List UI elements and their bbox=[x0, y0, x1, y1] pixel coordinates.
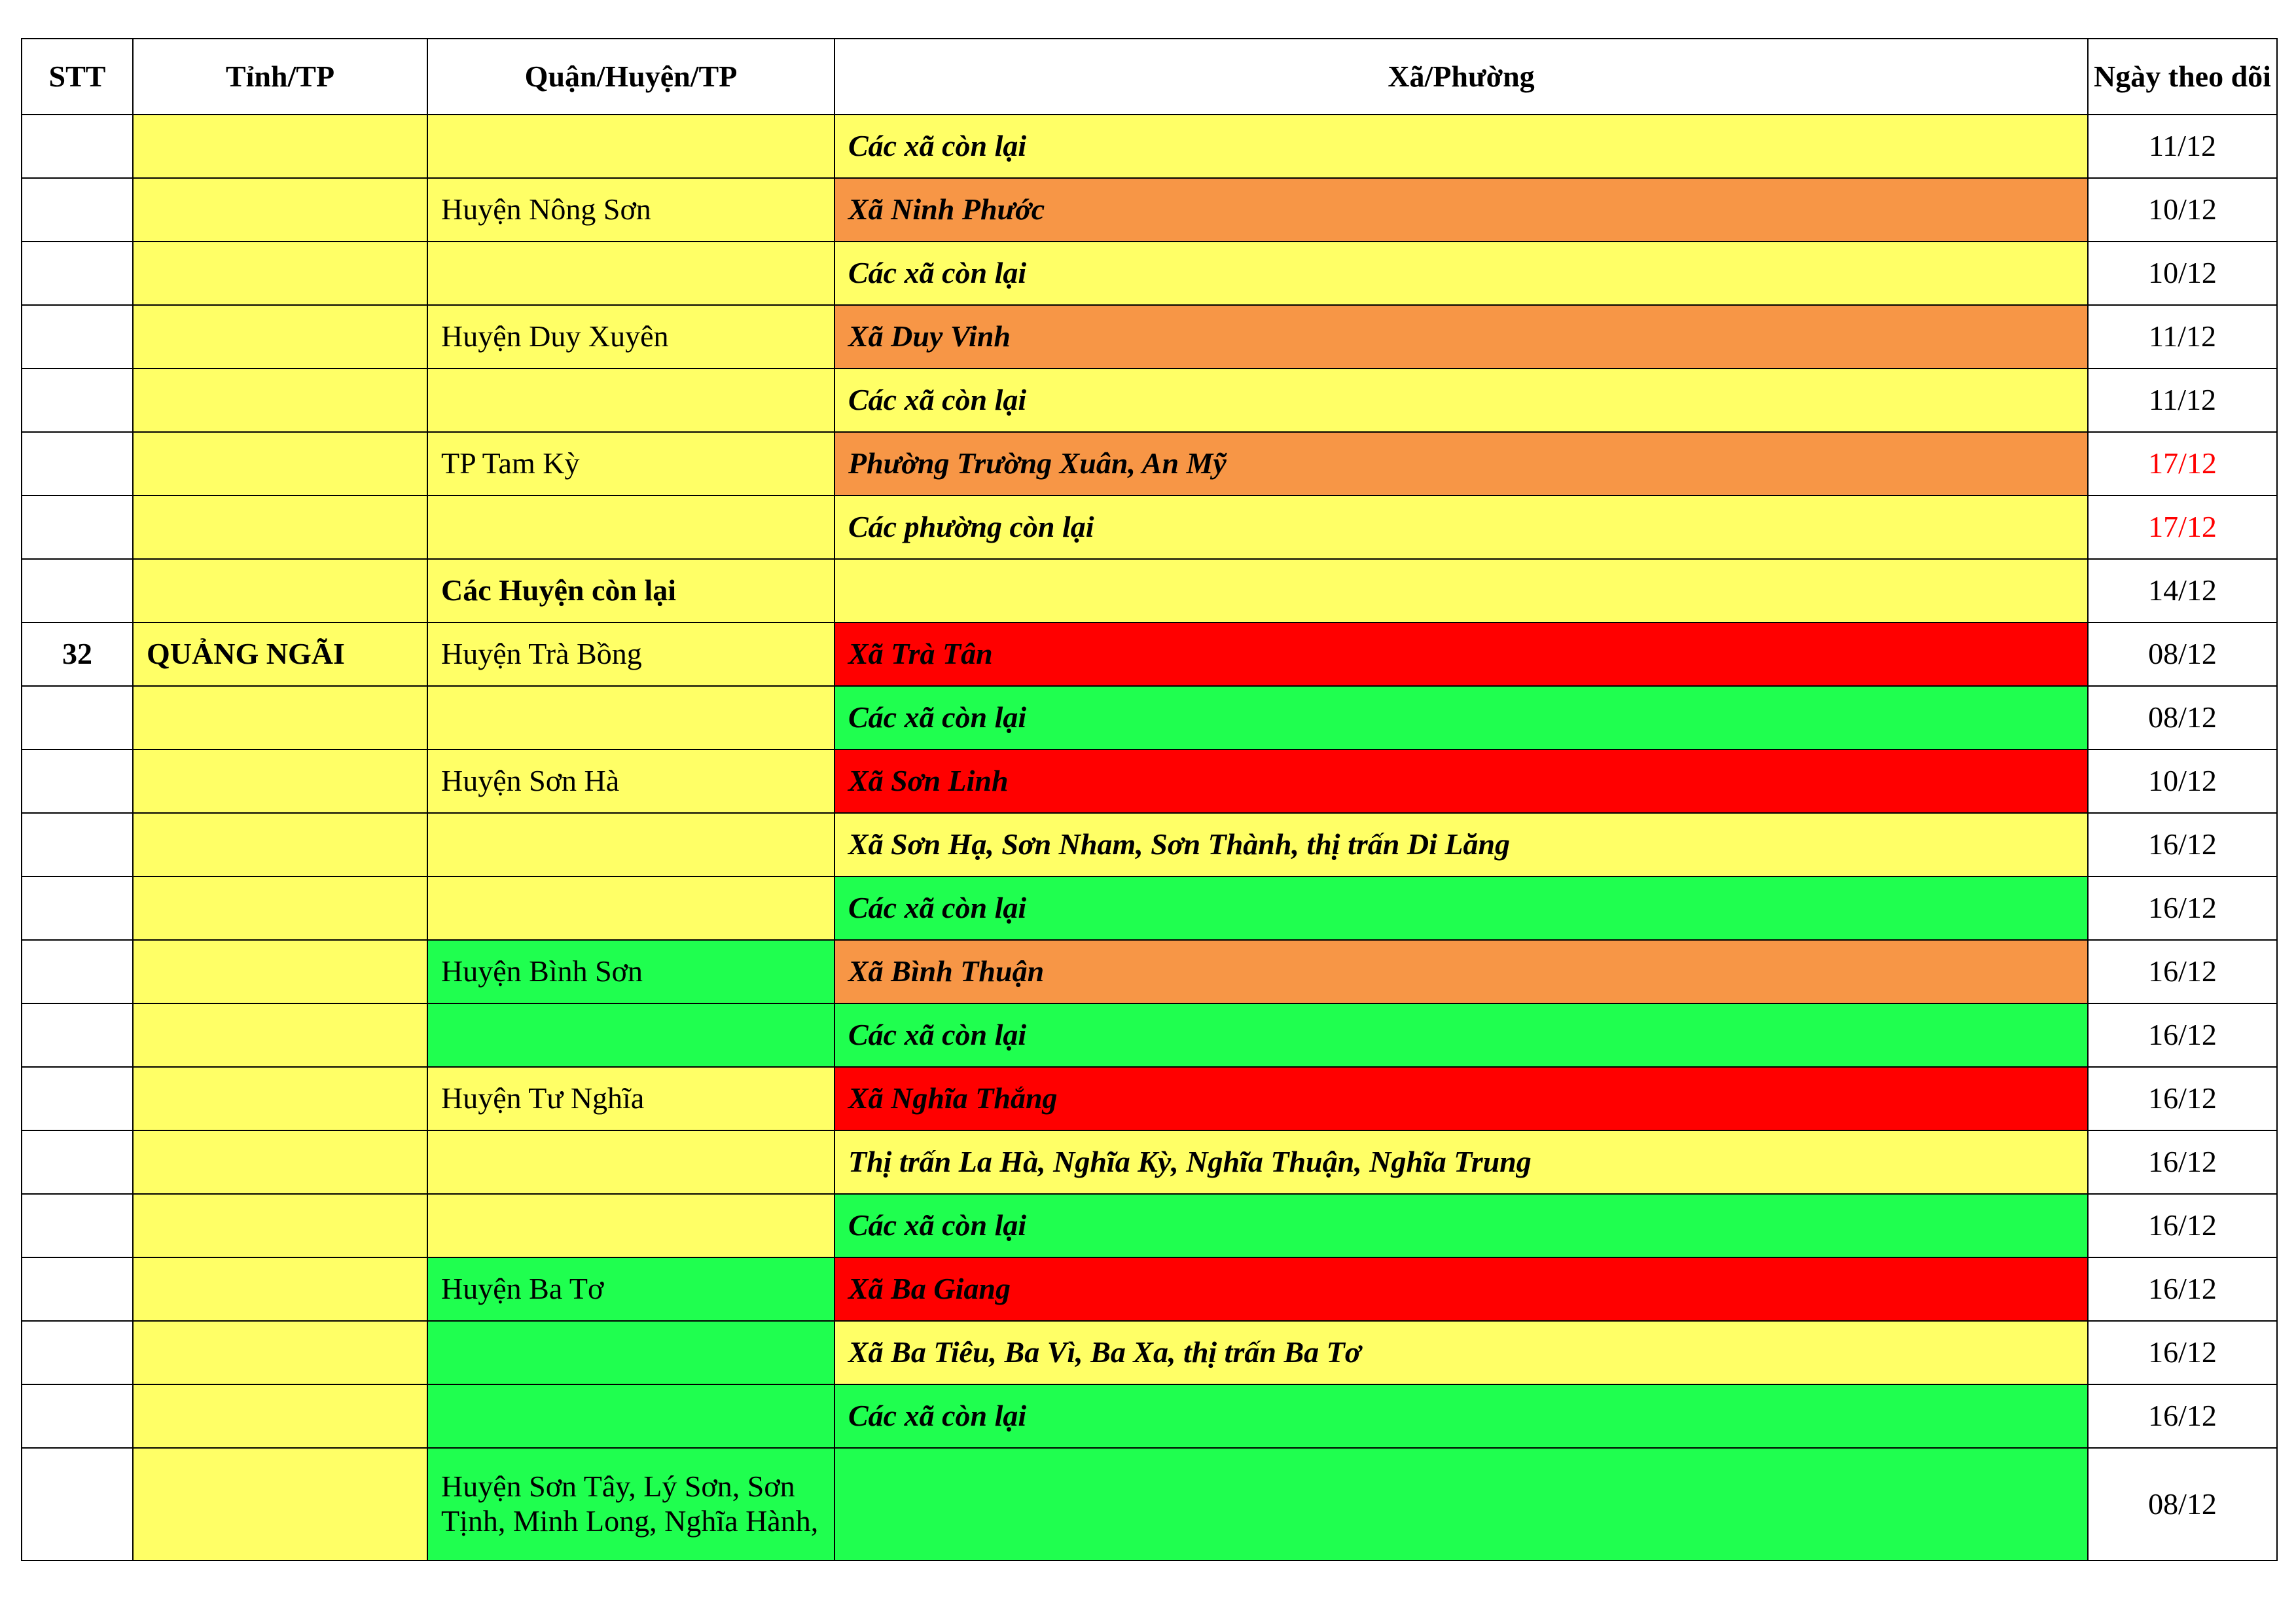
date-cell: 16/12 bbox=[2088, 813, 2277, 876]
ward-cell: Xã Nghĩa Thắng bbox=[834, 1067, 2088, 1130]
district-cell: Huyện Sơn Hà bbox=[427, 749, 834, 813]
date-cell: 17/12 bbox=[2088, 432, 2277, 496]
table-row bbox=[22, 369, 2277, 432]
stt-cell bbox=[22, 940, 133, 1003]
province-cell bbox=[133, 559, 427, 623]
ward-cell: Thị trấn La Hà, Nghĩa Kỳ, Nghĩa Thuận, Nghĩa Trung bbox=[834, 1130, 2088, 1194]
province-cell bbox=[133, 496, 427, 559]
district-cell bbox=[427, 115, 834, 178]
table-row bbox=[22, 115, 2277, 178]
table-row bbox=[22, 1384, 2277, 1448]
table-row bbox=[22, 1257, 2277, 1321]
province-cell bbox=[133, 1067, 427, 1130]
stt-cell bbox=[22, 1448, 133, 1561]
district-cell: Huyện Bình Sơn bbox=[427, 940, 834, 1003]
date-cell: 16/12 bbox=[2088, 1257, 2277, 1321]
district-cell: Huyện Nông Sơn bbox=[427, 178, 834, 242]
stt-cell bbox=[22, 1003, 133, 1067]
ward-cell: Xã Bình Thuận bbox=[834, 940, 2088, 1003]
province-cell bbox=[133, 1448, 427, 1561]
table-row bbox=[22, 242, 2277, 305]
table-row bbox=[22, 1321, 2277, 1384]
stt-cell bbox=[22, 1067, 133, 1130]
stt-cell: 32 bbox=[22, 623, 133, 686]
ward-cell: Phường Trường Xuân, An Mỹ bbox=[834, 432, 2088, 496]
stt-cell bbox=[22, 432, 133, 496]
date-cell: 16/12 bbox=[2088, 1130, 2277, 1194]
header-district: Quận/Huyện/TP bbox=[427, 39, 834, 115]
date-cell: 14/12 bbox=[2088, 559, 2277, 623]
province-cell bbox=[133, 1384, 427, 1448]
header-row bbox=[22, 39, 2277, 115]
ward-cell: Các xã còn lại bbox=[834, 1003, 2088, 1067]
table-row bbox=[22, 559, 2277, 623]
date-cell: 11/12 bbox=[2088, 369, 2277, 432]
stt-cell bbox=[22, 1194, 133, 1257]
date-cell: 16/12 bbox=[2088, 1194, 2277, 1257]
district-cell bbox=[427, 1321, 834, 1384]
date-cell: 11/12 bbox=[2088, 305, 2277, 369]
district-cell bbox=[427, 242, 834, 305]
province-cell bbox=[133, 178, 427, 242]
table-row bbox=[22, 876, 2277, 940]
province-cell bbox=[133, 1194, 427, 1257]
ward-cell bbox=[834, 559, 2088, 623]
stt-cell bbox=[22, 686, 133, 749]
district-cell bbox=[427, 813, 834, 876]
province-cell bbox=[133, 242, 427, 305]
date-cell: 10/12 bbox=[2088, 749, 2277, 813]
district-cell: Huyện Ba Tơ bbox=[427, 1257, 834, 1321]
stt-cell bbox=[22, 178, 133, 242]
table-row bbox=[22, 432, 2277, 496]
date-cell: 11/12 bbox=[2088, 115, 2277, 178]
ward-cell: Các xã còn lại bbox=[834, 876, 2088, 940]
stt-cell bbox=[22, 876, 133, 940]
province-cell bbox=[133, 1257, 427, 1321]
district-cell bbox=[427, 1003, 834, 1067]
table-row bbox=[22, 496, 2277, 559]
table-row bbox=[22, 305, 2277, 369]
ward-cell: Các xã còn lại bbox=[834, 115, 2088, 178]
date-cell: 16/12 bbox=[2088, 1321, 2277, 1384]
date-cell: 16/12 bbox=[2088, 1384, 2277, 1448]
district-cell: Các Huyện còn lại bbox=[427, 559, 834, 623]
ward-cell: Xã Ba Giang bbox=[834, 1257, 2088, 1321]
ward-cell: Các phường còn lại bbox=[834, 496, 2088, 559]
stt-cell bbox=[22, 559, 133, 623]
header-province: Tỉnh/TP bbox=[133, 39, 427, 115]
district-cell: TP Tam Kỳ bbox=[427, 432, 834, 496]
table-row bbox=[22, 1130, 2277, 1194]
date-cell: 16/12 bbox=[2088, 1067, 2277, 1130]
header-stt: STT bbox=[22, 39, 133, 115]
date-cell: 10/12 bbox=[2088, 178, 2277, 242]
table-row bbox=[22, 1194, 2277, 1257]
ward-cell: Xã Ba Tiêu, Ba Vì, Ba Xa, thị trấn Ba Tơ bbox=[834, 1321, 2088, 1384]
header-date: Ngày theo dõi bbox=[2088, 39, 2277, 115]
date-cell: 10/12 bbox=[2088, 242, 2277, 305]
table-row bbox=[22, 749, 2277, 813]
stt-cell bbox=[22, 496, 133, 559]
date-cell: 08/12 bbox=[2088, 1448, 2277, 1561]
date-cell: 16/12 bbox=[2088, 876, 2277, 940]
province-cell bbox=[133, 305, 427, 369]
date-cell: 17/12 bbox=[2088, 496, 2277, 559]
district-cell bbox=[427, 1384, 834, 1448]
ward-cell: Các xã còn lại bbox=[834, 1194, 2088, 1257]
ward-cell: Xã Ninh Phước bbox=[834, 178, 2088, 242]
ward-cell: Các xã còn lại bbox=[834, 242, 2088, 305]
province-cell bbox=[133, 432, 427, 496]
province-cell bbox=[133, 1321, 427, 1384]
header-ward: Xã/Phường bbox=[834, 39, 2088, 115]
date-cell: 16/12 bbox=[2088, 940, 2277, 1003]
district-cell: Huyện Sơn Tây, Lý Sơn, Sơn Tịnh, Minh Long, Nghĩa Hành, bbox=[427, 1448, 834, 1561]
ward-cell bbox=[834, 1448, 2088, 1561]
stt-cell bbox=[22, 242, 133, 305]
table-row bbox=[22, 1448, 2277, 1561]
table-row bbox=[22, 1003, 2277, 1067]
stt-cell bbox=[22, 1384, 133, 1448]
stt-cell bbox=[22, 369, 133, 432]
zone-table bbox=[21, 38, 2278, 1561]
stt-cell bbox=[22, 1257, 133, 1321]
province-cell bbox=[133, 749, 427, 813]
district-cell bbox=[427, 876, 834, 940]
district-cell: Huyện Duy Xuyên bbox=[427, 305, 834, 369]
province-cell bbox=[133, 686, 427, 749]
stt-cell bbox=[22, 813, 133, 876]
district-cell bbox=[427, 496, 834, 559]
ward-cell: Các xã còn lại bbox=[834, 369, 2088, 432]
ward-cell: Xã Sơn Linh bbox=[834, 749, 2088, 813]
table-row bbox=[22, 623, 2277, 686]
province-cell bbox=[133, 369, 427, 432]
ward-cell: Các xã còn lại bbox=[834, 1384, 2088, 1448]
province-cell bbox=[133, 940, 427, 1003]
province-cell bbox=[133, 115, 427, 178]
ward-cell: Xã Trà Tân bbox=[834, 623, 2088, 686]
district-cell bbox=[427, 1194, 834, 1257]
date-cell: 16/12 bbox=[2088, 1003, 2277, 1067]
table-row bbox=[22, 1067, 2277, 1130]
ward-cell: Xã Duy Vinh bbox=[834, 305, 2088, 369]
district-cell bbox=[427, 686, 834, 749]
district-cell: Huyện Tư Nghĩa bbox=[427, 1067, 834, 1130]
stt-cell bbox=[22, 305, 133, 369]
district-cell: Huyện Trà Bồng bbox=[427, 623, 834, 686]
table-row bbox=[22, 686, 2277, 749]
province-cell: QUẢNG NGÃI bbox=[133, 623, 427, 686]
date-cell: 08/12 bbox=[2088, 623, 2277, 686]
province-cell bbox=[133, 813, 427, 876]
stt-cell bbox=[22, 115, 133, 178]
table-row bbox=[22, 178, 2277, 242]
province-cell bbox=[133, 876, 427, 940]
ward-cell: Xã Sơn Hạ, Sơn Nham, Sơn Thành, thị trấn Di Lăng bbox=[834, 813, 2088, 876]
stt-cell bbox=[22, 1321, 133, 1384]
ward-cell: Các xã còn lại bbox=[834, 686, 2088, 749]
province-cell bbox=[133, 1003, 427, 1067]
table-row bbox=[22, 940, 2277, 1003]
stt-cell bbox=[22, 1130, 133, 1194]
province-cell bbox=[133, 1130, 427, 1194]
district-cell bbox=[427, 369, 834, 432]
stt-cell bbox=[22, 749, 133, 813]
date-cell: 08/12 bbox=[2088, 686, 2277, 749]
table-row bbox=[22, 813, 2277, 876]
district-cell bbox=[427, 1130, 834, 1194]
